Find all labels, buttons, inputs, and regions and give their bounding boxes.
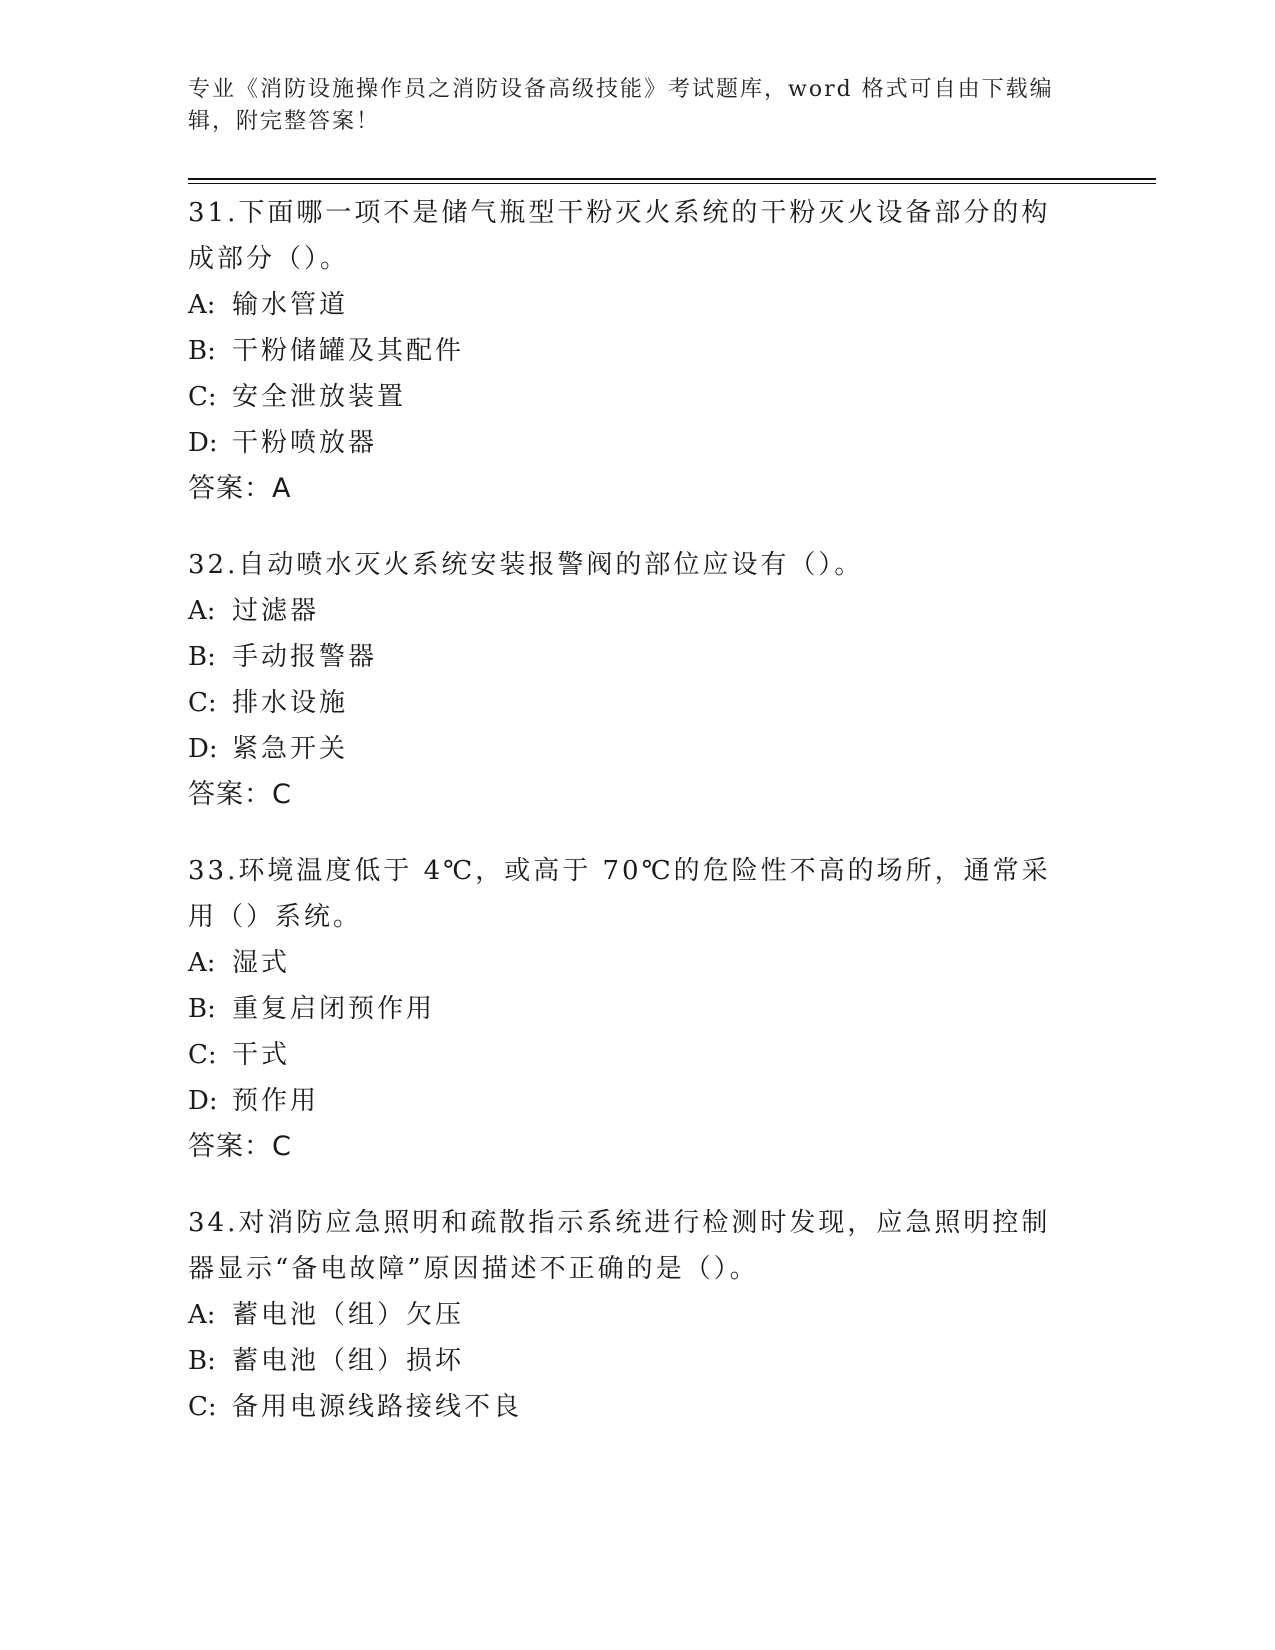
option-letter: B: — [188, 1346, 216, 1376]
option-b — [188, 1338, 1068, 1384]
option-letter: B: — [188, 642, 216, 672]
question-stem: 33.环境温度低于 4℃，或高于 70℃的危险性不高的场所，通常采用（）系统。 — [188, 856, 1051, 932]
option-b — [188, 634, 1068, 680]
option-letter: C: — [188, 1392, 217, 1422]
header-divider-thin — [188, 183, 1156, 184]
option-text: 干粉喷放器 — [232, 428, 378, 458]
option-c — [188, 1032, 1068, 1078]
option-letter: C: — [188, 1040, 217, 1070]
option-text: 干粉储罐及其配件 — [232, 336, 465, 366]
option-letter: C: — [188, 382, 217, 412]
option-c — [188, 1384, 1068, 1430]
option-letter: B: — [188, 994, 216, 1024]
option-text: 过滤器 — [232, 596, 320, 626]
question-list — [188, 190, 1068, 1460]
question-33 — [188, 848, 1068, 1170]
option-letter: D: — [188, 428, 218, 458]
option-letter: A: — [188, 290, 216, 320]
option-text: 紧急开关 — [232, 734, 349, 764]
option-a — [188, 282, 1068, 328]
option-letter: A: — [188, 948, 216, 978]
option-text: 输水管道 — [232, 290, 349, 320]
answer-line: 答案：A — [188, 473, 292, 504]
option-text: 干式 — [232, 1040, 291, 1070]
option-letter: A: — [188, 1300, 216, 1330]
answer-line: 答案：C — [188, 1131, 292, 1162]
header-divider-thick — [188, 178, 1156, 180]
option-text: 手动报警器 — [232, 642, 378, 672]
option-text: 备用电源线路接线不良 — [232, 1392, 523, 1422]
option-a — [188, 1292, 1068, 1338]
option-d — [188, 726, 1068, 772]
option-b — [188, 328, 1068, 374]
answer-line: 答案：C — [188, 779, 292, 810]
option-text: 湿式 — [232, 948, 291, 978]
option-letter: C: — [188, 688, 217, 718]
option-text: 安全泄放装置 — [232, 382, 407, 412]
option-c — [188, 680, 1068, 726]
option-a — [188, 588, 1068, 634]
option-c — [188, 374, 1068, 420]
option-d — [188, 1078, 1068, 1124]
option-text: 预作用 — [232, 1086, 320, 1116]
question-stem: 32.自动喷水灭火系统安装报警阀的部位应设有（）。 — [188, 550, 864, 580]
option-d — [188, 420, 1068, 466]
option-a — [188, 940, 1068, 986]
question-stem: 31.下面哪一项不是储气瓶型干粉灭火系统的干粉灭火设备部分的构成部分（）。 — [188, 198, 1051, 274]
option-letter: D: — [188, 1086, 218, 1116]
question-stem: 34.对消防应急照明和疏散指示系统进行检测时发现，应急照明控制器显示“备电故障”原因描述不正确的是（）。 — [188, 1208, 1051, 1284]
option-letter: B: — [188, 336, 216, 366]
option-text: 重复启闭预作用 — [232, 994, 436, 1024]
option-text: 蓄电池（组）损坏 — [232, 1346, 465, 1376]
option-text: 排水设施 — [232, 688, 349, 718]
option-b — [188, 986, 1068, 1032]
option-text: 蓄电池（组）欠压 — [232, 1300, 465, 1330]
question-31 — [188, 190, 1068, 512]
option-letter: A: — [188, 596, 216, 626]
question-34 — [188, 1200, 1068, 1430]
option-letter: D: — [188, 734, 218, 764]
document-header: 专业《消防设施操作员之消防设备高级技能》考试题库，word 格式可自由下载编辑，附完整答案！ — [188, 77, 1054, 134]
question-32 — [188, 542, 1068, 818]
